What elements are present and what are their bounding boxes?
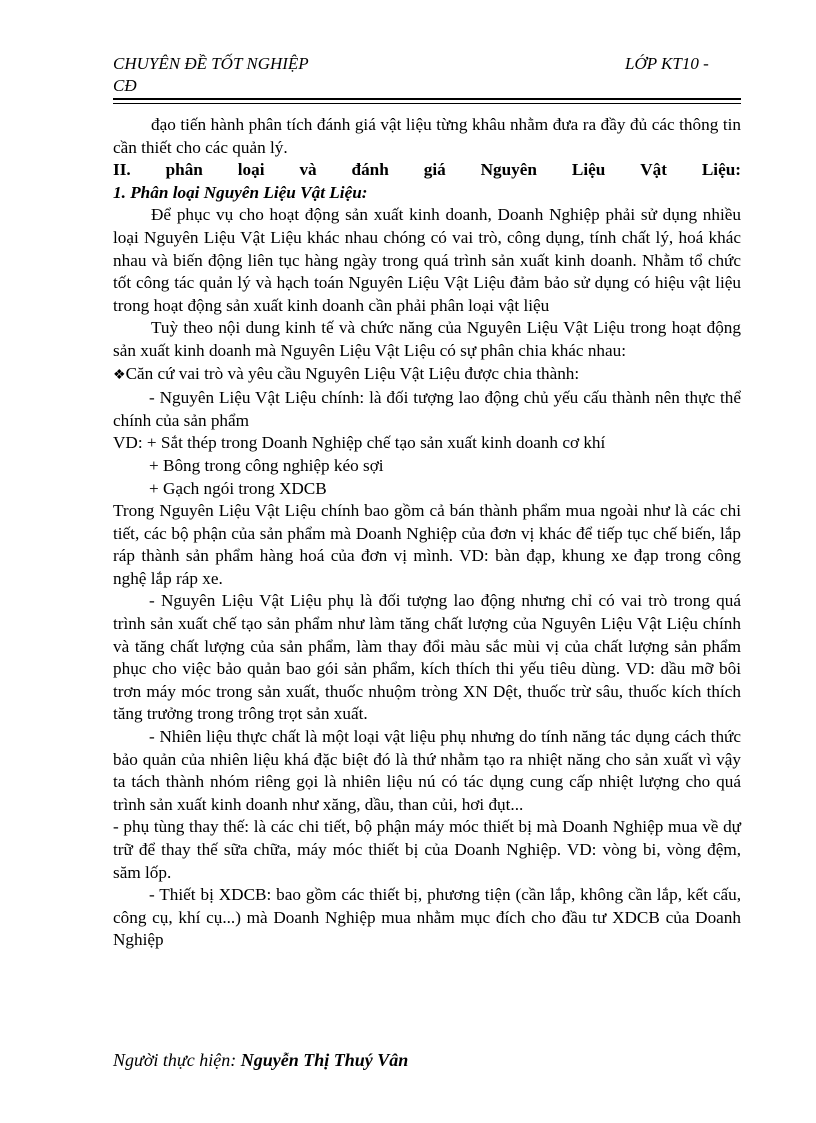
header-rule-thin — [113, 103, 741, 104]
example-line-2: + Bông trong công nghiệp kéo sợi — [149, 455, 384, 475]
bullet-text: Căn cứ vai trò và yêu cầu Nguyên Liệu Vật Liệu được chia thành: — [125, 363, 580, 383]
paragraph-semi-products: Trong Nguyên Liệu Vật Liệu chính bao gồm cả bán thành phẩm mua ngoài như là các chi tiết, các bộ phận của sản phẩm mà Doanh Nghiệp của đơn vị khác để tiếp tục chế biến, lắp ráp thành sản phẩm hàng hoá của đơn vị mình. VD: bàn đạp, khung xe đạp trong công nghệ lắp ráp xe. — [113, 501, 741, 588]
paragraph-xdcb-equipment: - Thiết bị XDCB: bao gồm các thiết bị, phương tiện (cần lắp, không cần lắp, kết cấu, công cụ, khí cụ...) mà Doanh Nghiệp mua nhằm mục đích cho đầu tư XDCB của Doanh Nghiệp — [113, 885, 741, 950]
heading-word: loại — [237, 160, 265, 180]
footer-author — [113, 1050, 408, 1071]
example-line-3: + Gạch ngói trong XDCB — [149, 478, 327, 498]
paragraph-3: Tuỳ theo nội dung kinh tế và chức năng của Nguyên Liệu Vật Liệu trong hoạt động sản xuất kinh doanh mà Nguyên Liệu Vật Liệu có sự phân chia khác nhau: — [113, 318, 741, 360]
header-left — [113, 53, 373, 97]
heading-word: Vật — [640, 160, 667, 180]
header-class: LỚP KT10 - — [625, 54, 709, 73]
footer-label: Người thực hiện: — [113, 1050, 241, 1070]
header-title-cont: CĐ — [113, 76, 137, 95]
heading-word: Nguyên — [480, 160, 537, 180]
paragraph-2: Để phục vụ cho hoạt động sản xuất kinh doanh, Doanh Nghiệp phải sử dụng nhiều loại Nguyên Liệu Vật Liệu khác nhau chóng có vai trò, công dụng, tính chất lý, hoá khác nhau và biến động liên tục hàng ngày trong quá trình sản xuất kinh doanh. Nhằm tổ chức tốt công tác quản lý và hạch toán Nguyên Liệu Vật Liệu đảm bảo sử dụng có hiệu vật liệu trong hoạt động sản xuất kinh doanh cần phải phân loại vật liệu — [113, 205, 741, 315]
heading-word: Liệu — [571, 160, 606, 180]
heading-word: Liệu: — [701, 160, 741, 180]
bullet-item — [113, 363, 741, 388]
document-body — [113, 114, 741, 952]
footer-name: Nguyễn Thị Thuý Vân — [240, 1050, 409, 1070]
paragraph-fuel: - Nhiên liệu thực chất là một loại vật liệu phụ nhưng do tính năng tác dụng cách thức bảo quản của nhiên liệu khá đặc biệt đó là thứ nhằm tạo ra nhiệt năng cho sản xuất vì vậy ta tách thành nhóm riêng gọi là nhiên liệu nú có tác dụng cung cấp nhiệt lượng cho quá trình sản xuất kinh doanh như xăng, dầu, than củi, hơi đụt... — [113, 727, 741, 814]
paragraph-auxiliary-material: - Nguyên Liệu Vật Liệu phụ là đối tượng lao động nhưng chỉ có vai trò trong quá trình sản xuất chế tạo sản phẩm như làm tăng chất lượng của Nguyên Liệu Vật Liệu chính và tăng chất lượng của sản phẩm, làm thay đổi màu sắc mùi vị của chất lượng sản phẩm phục cho việc bảo quản bao gói sản phẩm, kích thích thi yếu tiêu dùng. VD: dầu mỡ bôi trơn máy móc trong sản xuất, thuốc nhuộm tròng XN Dệt, thuốc trừ sâu, thuốc kích thích tăng trưởng trong trông trọt sản xuất. — [113, 591, 741, 724]
heading-word: đánh — [351, 160, 389, 180]
subsection-heading-1: 1. Phân loại Nguyên Liệu Vật Liệu: — [113, 182, 368, 202]
paragraph-1: đạo tiến hành phân tích đánh giá vật liệu từng khâu nhằm đưa ra đầy đủ các thông tin cần thiết cho các quản lý. — [113, 115, 741, 157]
heading-word: phân — [165, 160, 203, 180]
header-rule-thick — [113, 98, 741, 100]
heading-word: II. — [113, 160, 131, 180]
heading-word: và — [299, 160, 317, 180]
paragraph-spare-parts: - phụ tùng thay thế: là các chi tiết, bộ phận máy móc thiết bị mà Doanh Nghiệp mua về dự trữ để thay thế sữa chữa, máy móc thiết bị của Doanh Nghiệp. VD: vòng bi, vòng đệm, săm lốp. — [113, 817, 741, 882]
paragraph-main-material: - Nguyên Liệu Vật Liệu chính: là đối tượng lao động chủ yếu cấu thành nên thực thể chính của sản phẩm — [113, 388, 741, 430]
header-title: CHUYÊN ĐỀ TỐT NGHIỆP — [113, 54, 309, 73]
section-heading-ii — [113, 159, 741, 182]
heading-word: giá — [423, 160, 446, 180]
example-line-1: VD: + Sắt thép trong Doanh Nghiệp chế tạo sản xuất kinh doanh cơ khí — [113, 433, 606, 453]
diamond-bullet-icon: ❖ — [113, 367, 126, 383]
